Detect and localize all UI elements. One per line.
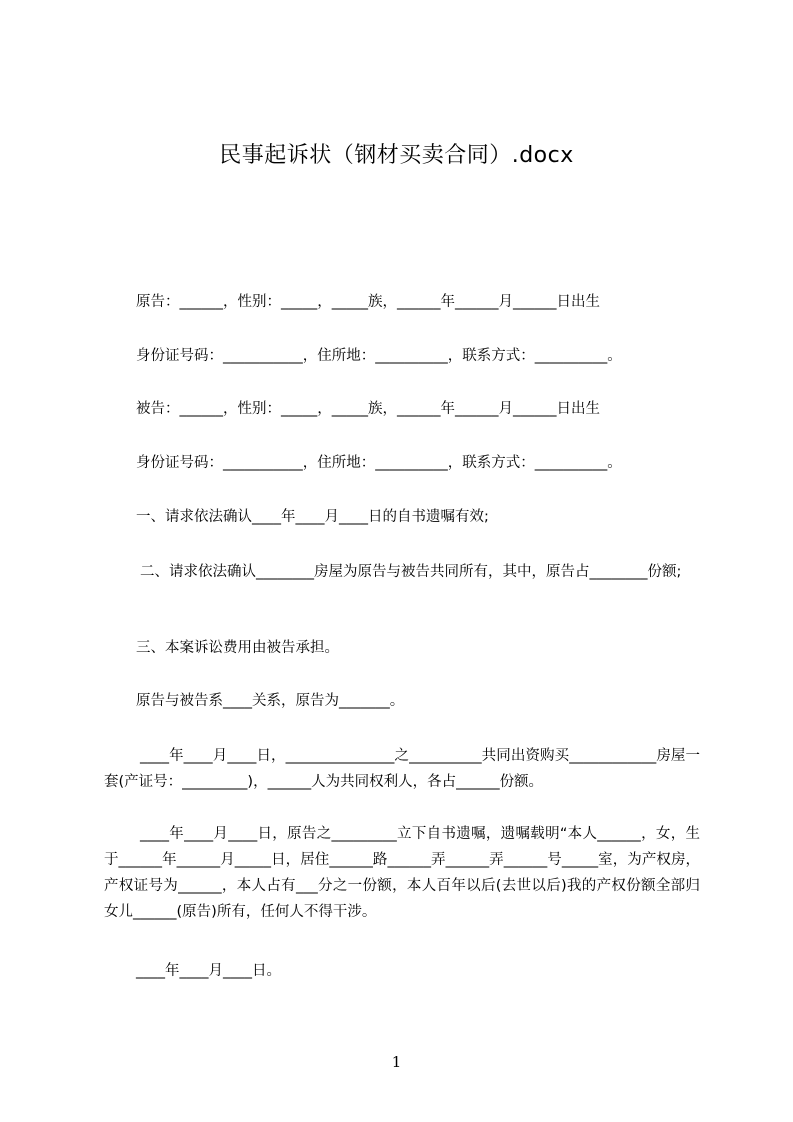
defendant-info-line: 被告：______，性别：_____，_____族，______年______月______日出生 <box>136 401 600 417</box>
claim-three: 三、本案诉讼费用由被告承担。 <box>136 640 339 656</box>
claim-two: 二、请求依法确认________房屋为原告与被告共同所有，其中，原告占________份额; <box>140 564 682 580</box>
relationship-line: 原告与被告系____关系，原告为_______。 <box>136 693 405 709</box>
page-number: 1 <box>391 1053 402 1071</box>
defendant-id-line: 身份证号码：___________，住所地：__________，联系方式：__________。 <box>136 455 622 471</box>
date-line: ____年____月____日。 <box>136 963 281 979</box>
fact-paragraph-will: ____年____月____日，原告之_________立下自书遗嘱，遗嘱载明“本人______，女，生于______年______月_____日，居住______路______弄______弄______号_____室，为产权房，产权证号为______，本人占有___分之一份额，本人百年以后(去世以后)我的产权份额全部归女儿______(原告)所有，任何人不得干涉。 <box>104 826 700 920</box>
claim-one: 一、请求依法确认____年____月____日的自书遗嘱有效; <box>136 509 489 525</box>
plaintiff-id-line: 身份证号码：___________，住所地：__________，联系方式：__________。 <box>136 348 622 364</box>
plaintiff-info-line: 原告：______，性别：_____，_____族，______年______月______日出生 <box>136 294 600 310</box>
fact-paragraph-purchase: ____年____月____日，_______________之__________共同出资购买____________房屋一套(产证号：_________)，______人为共同权利人，各占______份额。 <box>104 748 700 790</box>
document-title: 民事起诉状（钢材买卖合同）.docx <box>219 143 574 168</box>
